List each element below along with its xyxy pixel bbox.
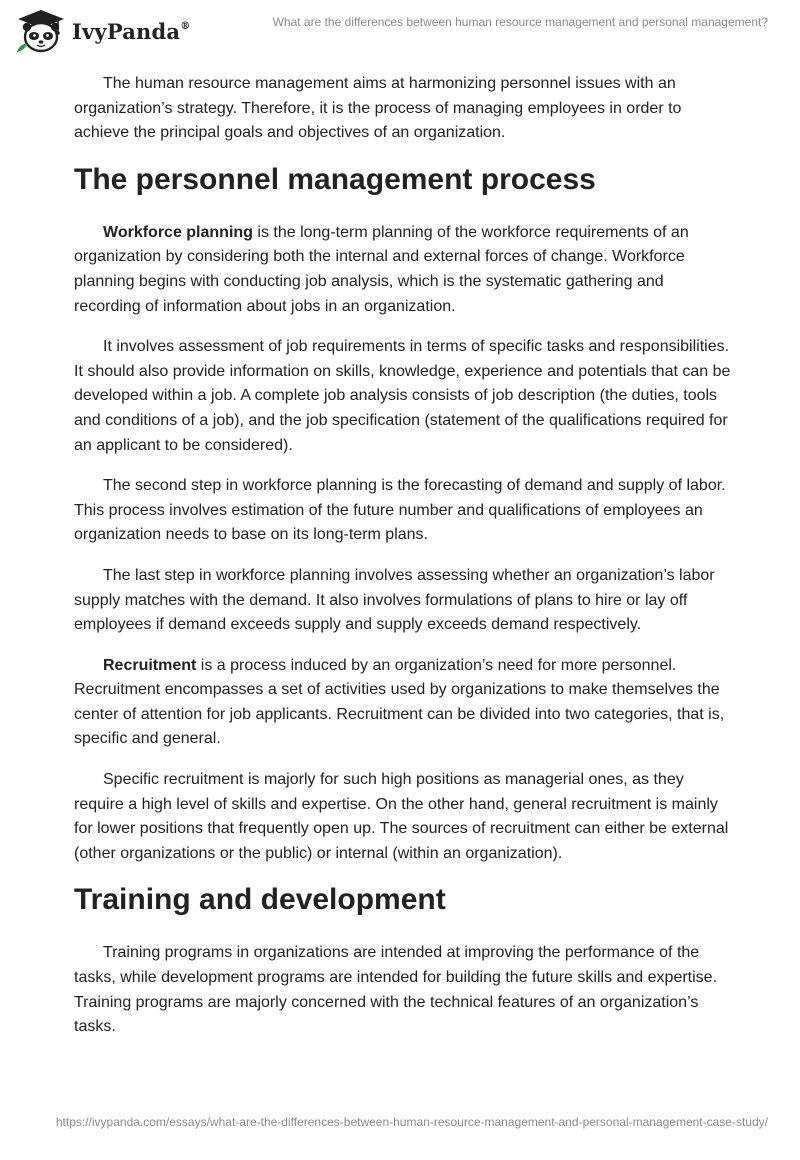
- paragraph-intro: The human resource management aims at harmonizing personnel issues with an organization’s strategy. Therefore, it is the process of managing employees in order to achieve the principal goals and objectives of an organization.: [74, 75, 682, 142]
- paragraph-specific-recruitment: Specific recruitment is majorly for such high positions as managerial ones, as they require a high level of skills and expertise. On the other hand, general recruitment is mainly for lower positions that frequently open up. The sources of recruitment can either be external (other organizations or the public) or internal (within an organization).: [74, 771, 729, 862]
- paragraph-second-step: The second step in workforce planning is the forecasting of demand and supply of labor. This process involves estimation of the future number and qualifications of employees an organization needs to base on its long-term plans.: [74, 477, 726, 544]
- heading-personnel-process: The personnel management process: [74, 162, 596, 196]
- term-recruitment: Recruitment: [103, 656, 197, 674]
- logo[interactable]: [14, 8, 190, 54]
- panda-logo-icon: [14, 8, 68, 54]
- source-url-link[interactable]: https://ivypanda.com/essays/what-are-the-differences-between-human-resource-management-and-personal-management-case-study/: [55, 1115, 768, 1129]
- paragraph-job-assessment: It involves assessment of job requirements in terms of specific tasks and responsibilities. It should also provide information on skills, knowledge, experience and potentials that can be developed within a job. A complete job analysis consists of job description (the duties, tools and conditions of a job), and the job specification (statement of the qualifications required for an applicant to be considered).: [74, 338, 731, 454]
- paragraph-recruitment: Recruitment is a process induced by an organization’s need for more personnel. Recruitment encompasses a set of activities used by organizations to make themselves the center of attention for job applicants. Recruitment can be divided into two categories, that is, specific and general.: [74, 656, 725, 748]
- article-body: [74, 72, 734, 1056]
- page-header: [0, 0, 800, 62]
- document-title: What are the differences between human resource management and personal management?: [272, 15, 768, 29]
- paragraph-last-step: The last step in workforce planning involves assessing whether an organization’s labor supply matches with the demand. It also involves formulations of plans to hire or lay off employees if demand exceeds supply and supply exceeds demand respectively.: [74, 566, 715, 634]
- paragraph-training: Training programs in organizations are intended at improving the performance of the tasks, while development programs are intended for building the future skills and expertise. Training programs are majorly concerned with the technical features of an organization’s tasks.: [74, 944, 718, 1036]
- term-workforce-planning: Workforce planning: [103, 223, 253, 241]
- brand-name: IvyPanda®: [72, 18, 191, 44]
- heading-training-development: Training and development: [74, 883, 446, 917]
- paragraph-workforce-planning: Workforce planning is the long-term planning of the workforce requirements of an organization by considering both the internal and external forces of change. Workforce planning begins with conducting job analysis, which is the systematic gathering and recording of information about jobs in an organization.: [74, 223, 689, 315]
